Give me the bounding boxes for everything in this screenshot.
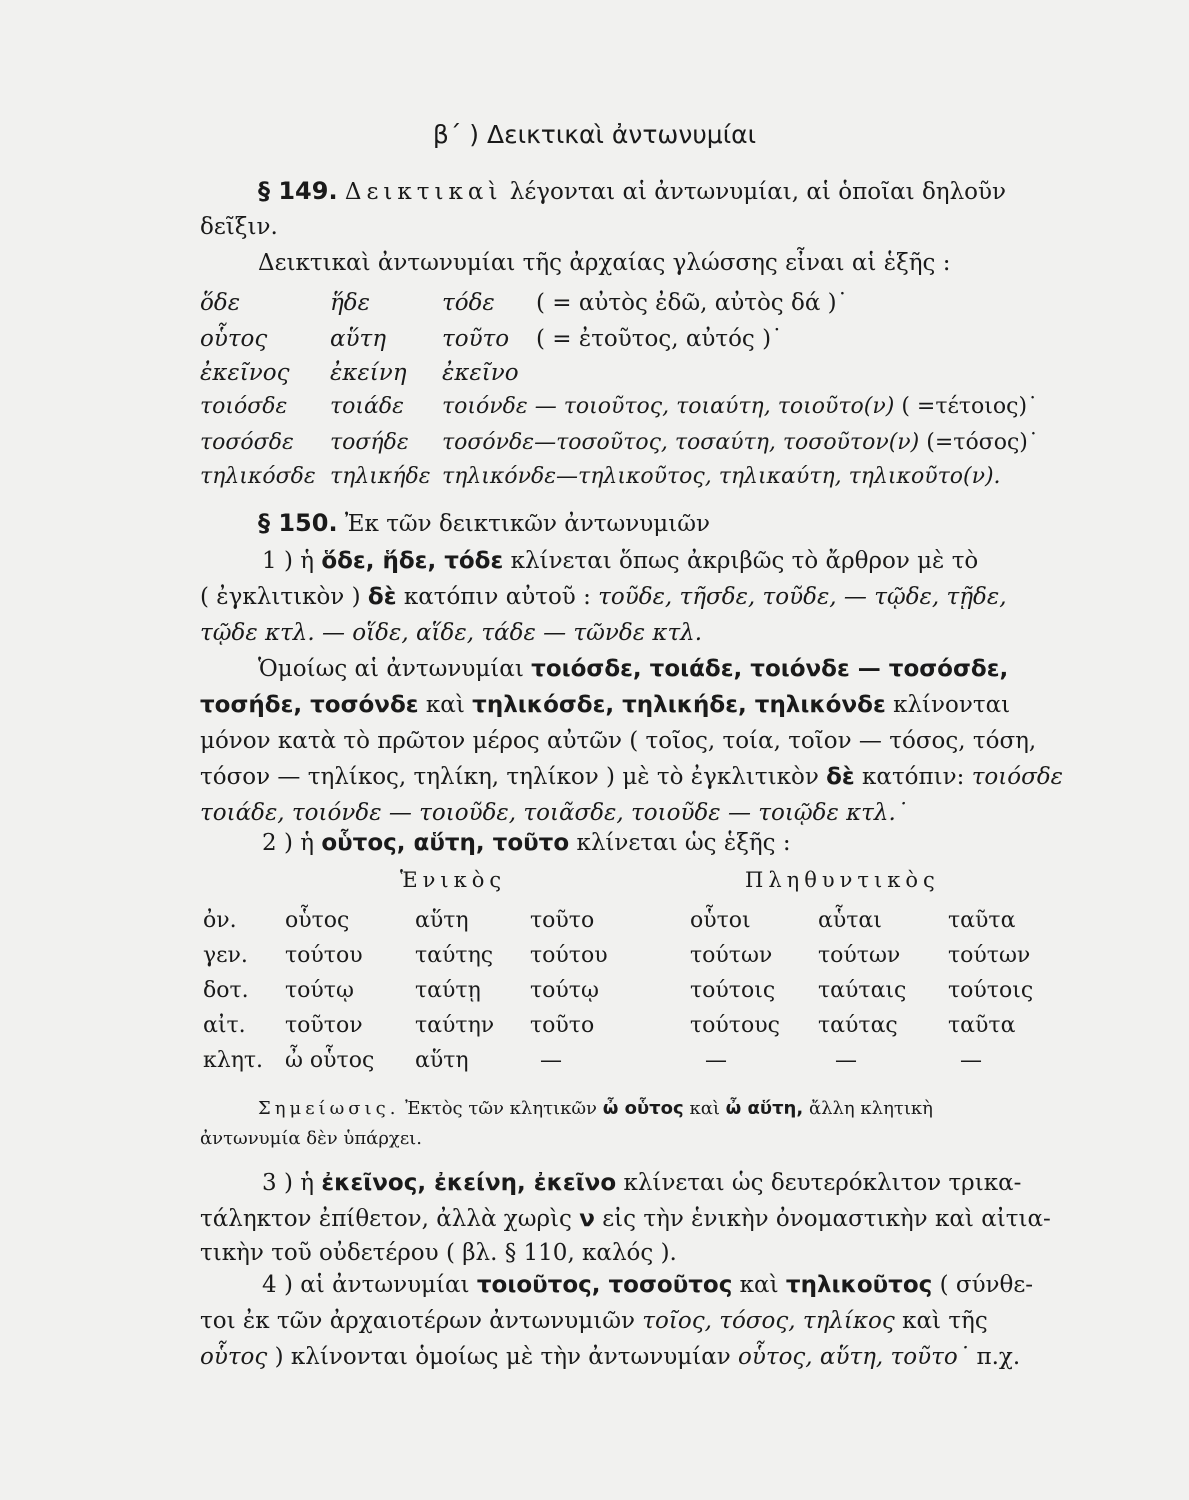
bold-term: ὦ αὕτη,	[725, 1098, 804, 1119]
item-1-line1	[262, 546, 978, 576]
table-cell: τοῦτο	[530, 1013, 595, 1038]
bold-term: ὦ οὗτος	[602, 1098, 684, 1119]
form-gloss: ( = αὐτὸς ἐδῶ, αὐτὸς δά )˙	[536, 290, 849, 316]
form-neut: τοιόνδε — τοιοῦτος, τοιαύτη, τοιοῦτο(ν)	[442, 394, 895, 419]
form-fem: τοσήδε	[330, 430, 409, 455]
table-cell: ταύτῃ	[415, 978, 481, 1003]
table-cell: —	[705, 1048, 727, 1073]
table-cell: τούτων	[818, 943, 901, 968]
item-3-line3: τικὴν τοῦ οὐδετέρου ( βλ. § 110, καλός ).	[200, 1240, 677, 1266]
bold-term: τοιοῦτος, τοσοῦτος	[476, 1272, 733, 1298]
form-neut: τόδε	[442, 290, 495, 316]
text: Ἐκτὸς τῶν κλητικῶν	[405, 1098, 597, 1119]
item-4-line1	[262, 1270, 1033, 1300]
form-fem: ἐκείνη	[330, 360, 407, 386]
form-gloss: ( =τέτοιος)˙	[901, 394, 1039, 419]
bold-term: ὅδε, ἥδε, τόδε	[321, 548, 504, 574]
item-number: 1 ) ἡ	[262, 548, 315, 574]
case-label: γεν.	[203, 943, 248, 968]
table-cell: ταύτην	[415, 1013, 495, 1038]
table-cell: τούτων	[948, 943, 1031, 968]
text: καὶ	[739, 1272, 779, 1298]
note-line1	[258, 1094, 933, 1124]
section-title: β΄ ) Δεικτικαὶ ἀντωνυμίαι	[432, 120, 757, 149]
form-row	[200, 428, 1039, 458]
case-label: αἰτ.	[203, 1013, 246, 1038]
form-row	[200, 392, 1038, 422]
item-number: 4 ) αἱ ἀντωνυμίαι	[262, 1272, 470, 1298]
form-fem: τοιάδε	[330, 394, 404, 419]
para-149-line1	[258, 176, 1006, 207]
form-row	[200, 324, 783, 354]
item-1-line3: τῷδε κτλ. — οἵδε, αἵδε, τάδε — τῶνδε κτλ.	[200, 620, 703, 646]
table-cell: τούτῳ	[530, 978, 599, 1003]
item-number: 3 ) ἡ	[262, 1170, 315, 1196]
form-masc: ἐκεῖνος	[200, 360, 290, 386]
form-masc: τηλικόσδε	[200, 464, 316, 489]
para-2-line5: τοιάδε, τοιόνδε — τοιοῦδε, τοιᾶσδε, τοιοῦδε — τοιῷδε κτλ.˙	[200, 800, 908, 826]
bold-term: οὗτος, αὕτη, τοῦτο	[321, 830, 570, 856]
text: ) κλίνονται ὁμοίως μὲ τὴν ἀντωνυμίαν	[274, 1344, 731, 1370]
table-cell: ταύταις	[818, 978, 907, 1003]
text: κλίνεται ὅπως ἀκριβῶς τὸ ἄρθρον μὲ τὸ	[510, 548, 979, 574]
bold-term: δὲ	[367, 584, 397, 610]
form-masc: τοσόσδε	[200, 430, 294, 455]
spaced-term: Δεικτικαὶ	[344, 179, 503, 205]
form-masc: οὗτος	[200, 326, 268, 352]
text: κλίνονται	[893, 692, 1011, 718]
text: καὶ τῆς	[902, 1308, 988, 1334]
section-number: § 150.	[258, 509, 338, 537]
table-cell: οὗτος	[285, 908, 350, 933]
form-row	[200, 288, 848, 318]
text: κατόπιν αὐτοῦ :	[403, 584, 591, 610]
table-cell: ταύτας	[818, 1013, 898, 1038]
text: Ἐκ τῶν δεικτικῶν ἀντωνυμιῶν	[344, 511, 710, 537]
form-fem: ἥδε	[330, 290, 370, 316]
italic-forms: τοῦδε, τῆσδε, τοῦδε, — τῷδε, τῇδε,	[598, 584, 1007, 610]
item-1-line2	[200, 582, 1007, 612]
table-cell: τούτοις	[690, 978, 776, 1003]
text: καὶ	[425, 692, 465, 718]
bold-term: τηλικοῦτος	[785, 1272, 933, 1298]
para-150-intro	[258, 508, 710, 539]
text: λέγονται αἱ ἀντωνυμίαι, αἱ ὁποῖαι δηλοῦν	[509, 179, 1006, 205]
table-cell: οὗτοι	[690, 908, 751, 933]
italic-forms: τοιόσδε	[971, 764, 1064, 790]
table-cell: τούτοις	[948, 978, 1034, 1003]
text: τάληκτον ἐπίθετον, ἀλλὰ χωρὶς	[200, 1206, 572, 1232]
item-3-line1	[262, 1168, 1021, 1198]
table-cell: αὗται	[818, 908, 882, 933]
table-cell: —	[835, 1048, 857, 1073]
bold-term: τοιόσδε, τοιάδε, τοιόνδε — τοσόσδε,	[531, 656, 1009, 682]
item-4-line3	[200, 1342, 1020, 1372]
form-gloss: ( = ἐτοῦτος, αὐτός )˙	[536, 326, 783, 352]
text: καὶ	[689, 1098, 720, 1119]
table-cell: ταύτης	[415, 943, 494, 968]
table-header-singular: Ἑνικὸς	[400, 868, 507, 892]
text: Ὁμοίως αἱ ἀντωνυμίαι	[258, 656, 524, 682]
note-label: Σημείωσις.	[258, 1098, 400, 1119]
item-4-line2	[200, 1306, 988, 1336]
form-masc: ὅδε	[200, 290, 241, 316]
table-cell: τούτου	[530, 943, 608, 968]
item-2-line1	[262, 828, 791, 858]
table-cell: αὕτη	[415, 908, 469, 933]
form-neut: τοσόνδε—τοσοῦτος, τοσαύτη, τοσοῦτον(ν)	[442, 430, 920, 455]
case-label: κλητ.	[203, 1048, 264, 1073]
case-label: δοτ.	[203, 978, 249, 1003]
table-cell: ταῦτα	[948, 1013, 1016, 1038]
para-2-line3: μόνον κατὰ τὸ πρῶτον μέρος αὐτῶν ( τοῖος, τοία, τοῖον — τόσος, τόση,	[200, 728, 1037, 754]
table-cell: ταῦτα	[948, 908, 1016, 933]
table-cell: αὕτη	[415, 1048, 469, 1073]
table-cell: τούτους	[690, 1013, 780, 1038]
bold-term: τηλικόσδε, τηλικήδε, τηλικόνδε	[472, 692, 886, 718]
form-row	[200, 462, 1001, 492]
table-cell: τοῦτο	[530, 908, 595, 933]
section-number: § 149.	[258, 177, 338, 205]
bold-term: ν	[579, 1206, 595, 1232]
bold-term: δὲ	[826, 764, 855, 790]
form-neut: ἐκεῖνο	[442, 360, 519, 386]
para-149-line2: δεῖξιν.	[200, 214, 278, 240]
text: ἄλλη κλητικὴ	[808, 1098, 933, 1119]
table-cell: τούτων	[690, 943, 773, 968]
para-149-line3: Δεικτικαὶ ἀντωνυμίαι τῆς ἀρχαίας γλώσσης εἶναι αἱ ἑξῆς :	[258, 250, 951, 276]
para-2-line1	[258, 654, 1008, 684]
table-cell: τούτου	[285, 943, 363, 968]
form-fem: αὕτη	[330, 326, 387, 352]
text: κλίνεται ὡς δευτερόκλιτον τρικα-	[623, 1170, 1022, 1196]
italic-forms: τοῖος, τόσος, τηλίκος	[642, 1308, 895, 1334]
item-number: 2 ) ἡ	[262, 830, 315, 856]
table-cell: —	[540, 1048, 562, 1073]
form-gloss: (=τόσος)˙	[926, 430, 1039, 455]
italic-forms: οὗτος	[200, 1344, 268, 1370]
form-fem: τηλικήδε	[330, 464, 431, 489]
text: κλίνεται ὡς ἑξῆς :	[576, 830, 791, 856]
text: τοι ἐκ τῶν ἀρχαιοτέρων ἀντωνυμιῶν	[200, 1308, 635, 1334]
item-3-line2	[200, 1204, 1051, 1234]
form-neut: τηλικόνδε—τηλικοῦτος, τηλικαύτη, τηλικοῦτο(ν).	[442, 464, 1001, 489]
italic-forms: οὗτος, αὕτη, τοῦτο˙	[738, 1344, 970, 1370]
table-header-plural: Πληθυντικὸς	[745, 868, 940, 892]
text: π.χ.	[976, 1344, 1021, 1370]
text: εἰς τὴν ἑνικὴν ὀνομαστικὴν καὶ αἰτια-	[602, 1206, 1051, 1232]
case-label: ὀν.	[203, 908, 237, 933]
table-cell: τοῦτον	[285, 1013, 363, 1038]
text: κατόπιν:	[862, 764, 965, 790]
para-2-line4	[200, 762, 1063, 792]
text: ( σύνθε-	[939, 1272, 1034, 1298]
form-masc: τοιόσδε	[200, 394, 288, 419]
table-cell: —	[960, 1048, 982, 1073]
para-2-line2	[200, 690, 1010, 720]
bold-term: τοσήδε, τοσόνδε	[200, 692, 419, 718]
table-cell: τούτῳ	[285, 978, 354, 1003]
form-neut: τοῦτο	[442, 326, 510, 352]
bold-term: ἐκεῖνος, ἐκείνη, ἐκεῖνο	[321, 1170, 617, 1196]
text: τόσον — τηλίκος, τηλίκη, τηλίκον ) μὲ τὸ ἐγκλιτικὸν	[200, 764, 819, 790]
form-row	[200, 358, 536, 388]
note-line2: ἀντωνυμία δὲν ὑπάρχει.	[200, 1128, 422, 1149]
text: ( ἐγκλιτικὸν )	[200, 584, 361, 610]
table-cell: ὦ οὗτος	[285, 1048, 375, 1073]
